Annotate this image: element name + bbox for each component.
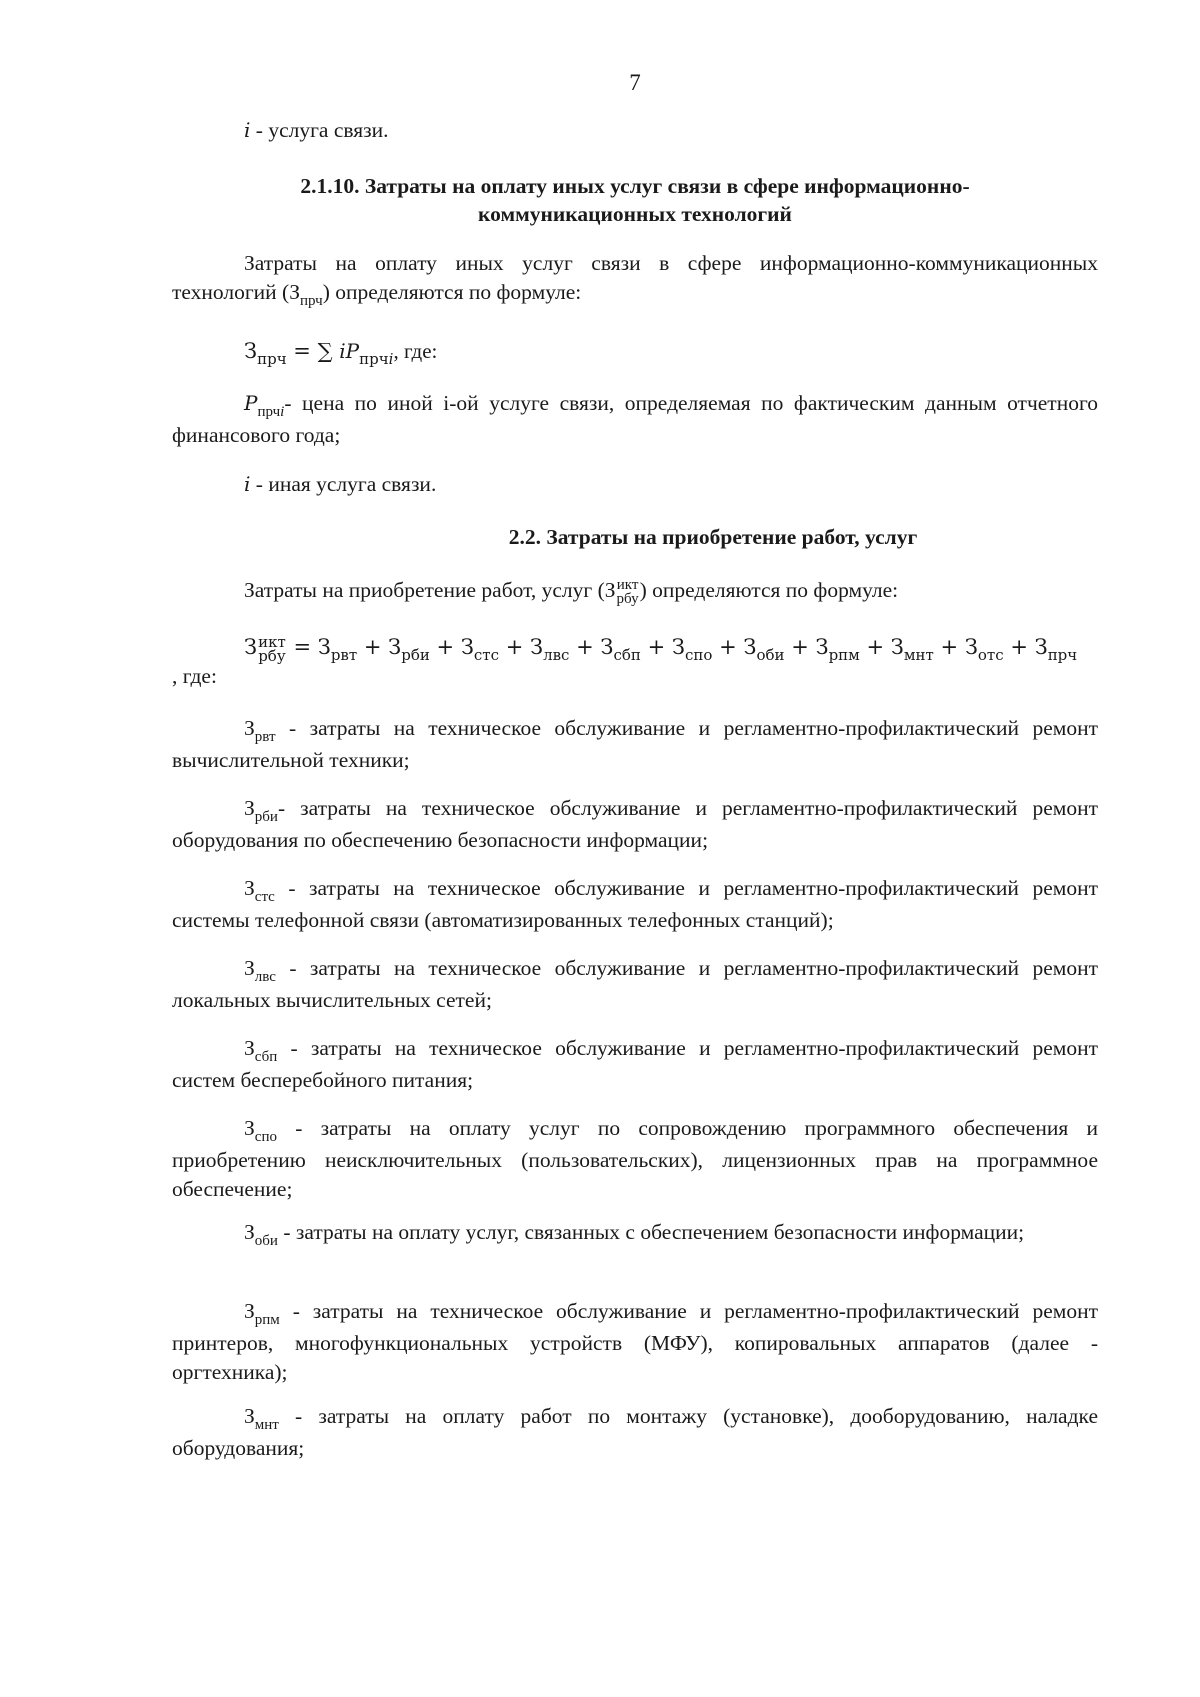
formula-term: З bbox=[815, 635, 829, 659]
def-text: - цена по иной i-ой услуге связи, определяемая по фактическим данным отчетного финансового года; bbox=[172, 391, 1098, 447]
def-symbol-sub: сбп bbox=[254, 1049, 278, 1065]
formula-term-sub: лвс bbox=[543, 646, 570, 664]
definition-i bbox=[172, 470, 1098, 499]
formula-term-sub: мнт bbox=[903, 646, 934, 664]
definition-мнт bbox=[172, 1402, 1098, 1463]
formula-plus: + bbox=[1003, 635, 1035, 659]
formula-lhs-sub: прч bbox=[257, 350, 287, 368]
formula-plus: + bbox=[784, 635, 816, 659]
formula-term-sub: спо bbox=[684, 646, 713, 664]
definition-p-prch bbox=[172, 389, 1098, 450]
formula-term: З bbox=[743, 635, 757, 659]
formula-equals: = bbox=[286, 635, 318, 659]
def-symbol-sub: оби bbox=[254, 1233, 278, 1249]
formula-term: З bbox=[1034, 635, 1048, 659]
formula-zrbu bbox=[172, 633, 1172, 664]
formula-tail: , где: bbox=[172, 664, 217, 688]
symbol-sub: рбу bbox=[616, 591, 639, 608]
symbol: З bbox=[604, 578, 616, 602]
top-item-desc: - услуга связи. bbox=[250, 118, 389, 142]
definition-спо bbox=[172, 1114, 1098, 1204]
formula-term: З bbox=[600, 635, 614, 659]
formula-plus: + bbox=[712, 635, 744, 659]
formula-term-sub: отс bbox=[977, 646, 1004, 664]
symbol-supsub bbox=[617, 578, 639, 606]
def-text: - затраты на техническое обслуживание и регламентно-профилактический ремонт принтеров, многофункциональных устройств (МФУ), копировальных аппаратов (далее - оргтехника); bbox=[172, 1299, 1098, 1384]
def-symbol-sub bbox=[257, 404, 284, 420]
var-i: i bbox=[244, 118, 251, 142]
formula-var-sub-text: прч bbox=[359, 350, 389, 368]
formula-var-sub-i: i bbox=[388, 350, 394, 368]
intro-text: Затраты на оплату иных услуг связи в сфере информационно-коммуникационных технологий ( bbox=[172, 251, 1098, 304]
definition-оби bbox=[172, 1218, 1098, 1250]
def-text: - затраты на техническое обслуживание и регламентно-профилактический ремонт локальных вычислительных сетей; bbox=[172, 956, 1098, 1012]
def-text: - затраты на оплату работ по монтажу (установке), дооборудованию, наладке оборудования; bbox=[172, 1404, 1098, 1460]
def-symbol-sub: рвт bbox=[254, 729, 276, 745]
intro-text: Затраты на приобретение работ, услуг ( bbox=[244, 578, 605, 602]
def-i-desc: - иная услуга связи. bbox=[250, 472, 437, 496]
definition-рби bbox=[172, 794, 1098, 855]
formula-term: З bbox=[964, 635, 978, 659]
def-symbol-sub: спо bbox=[254, 1129, 277, 1145]
def-sub-text: прч bbox=[257, 404, 281, 420]
def-symbol: P bbox=[244, 391, 258, 415]
def-symbol: З bbox=[244, 1404, 255, 1428]
page-number: 7 bbox=[629, 70, 641, 95]
intro-text-end: ) определяются по формуле: bbox=[639, 578, 899, 602]
formula-plus: + bbox=[429, 635, 461, 659]
formula-plus: + bbox=[859, 635, 891, 659]
formula-lhs-sup: икт bbox=[258, 632, 286, 651]
definition-сбп bbox=[172, 1034, 1098, 1095]
formula-term: З bbox=[890, 635, 904, 659]
formula-terms bbox=[286, 635, 1078, 664]
symbol: З bbox=[289, 280, 301, 304]
section-heading-2-1-10 bbox=[172, 172, 1098, 228]
var-i: i bbox=[244, 472, 251, 496]
formula-term: З bbox=[388, 635, 402, 659]
def-symbol-sub: стс bbox=[254, 889, 275, 905]
def-text: - затраты на техническое обслуживание и регламентно-профилактический ремонт вычислительной техники; bbox=[172, 716, 1098, 772]
definition-рвт bbox=[172, 714, 1098, 775]
formula-lhs: З bbox=[244, 635, 258, 659]
def-symbol: З bbox=[244, 1036, 255, 1060]
section-heading-2-2: 2.2. Затраты на приобретение работ, услуг bbox=[508, 525, 918, 549]
formula-var: iP bbox=[339, 339, 360, 363]
def-text: - затраты на техническое обслуживание и регламентно-профилактический ремонт систем бесперебойного питания; bbox=[172, 1036, 1098, 1092]
def-text: - затраты на оплату услуг по сопровождению программного обеспечения и приобретению неисключительных (пользовательских), лицензионных прав на программное обеспечение; bbox=[172, 1116, 1098, 1201]
formula-lhs: З bbox=[244, 339, 258, 363]
def-symbol: З bbox=[244, 956, 255, 980]
def-text: - затраты на техническое обслуживание и регламентно-профилактический ремонт оборудования по обеспечению безопасности информации; bbox=[172, 796, 1098, 852]
def-symbol: З bbox=[244, 1220, 255, 1244]
definition-лвс bbox=[172, 954, 1098, 1015]
formula-lhs-supsub bbox=[258, 632, 286, 665]
formula-term: З bbox=[671, 635, 685, 659]
formula-term-sub: сбп bbox=[613, 646, 641, 664]
def-symbol-sub: рби bbox=[254, 809, 278, 825]
formula-eq: = ∑ bbox=[286, 339, 340, 363]
formula-term: З bbox=[317, 635, 331, 659]
def-symbol: З bbox=[244, 716, 255, 740]
def-symbol: З bbox=[244, 876, 255, 900]
formula-plus: + bbox=[499, 635, 530, 659]
definition-стс bbox=[172, 874, 1098, 935]
intro-paragraph-2-2 bbox=[172, 576, 1098, 606]
formula-plus: + bbox=[569, 635, 601, 659]
def-sub-i: i bbox=[280, 404, 285, 420]
heading-line-1: 2.1.10. Затраты на оплату иных услуг связи в сфере информационно- bbox=[300, 174, 970, 198]
intro-paragraph-2-1-10 bbox=[172, 249, 1098, 310]
formula-term-sub: оби bbox=[756, 646, 785, 664]
formula-plus: + bbox=[933, 635, 965, 659]
def-text: - затраты на оплату услуг, связанных с обеспечением безопасности информации; bbox=[277, 1220, 1025, 1244]
definition-рпм bbox=[172, 1297, 1098, 1387]
formula-term: З bbox=[529, 635, 544, 659]
top-item bbox=[172, 116, 1098, 145]
def-symbol-sub: мнт bbox=[254, 1417, 279, 1433]
def-symbol: З bbox=[244, 1299, 255, 1323]
formula-term-sub: рби bbox=[401, 646, 430, 664]
formula-var-sub bbox=[359, 350, 393, 368]
def-symbol-sub: лвс bbox=[254, 969, 276, 985]
formula-term-sub: рпм bbox=[828, 646, 860, 664]
formula-term-sub: прч bbox=[1047, 646, 1078, 664]
def-text: - затраты на техническое обслуживание и регламентно-профилактический ремонт системы телефонной связи (автоматизированных телефонных станций); bbox=[172, 876, 1098, 932]
formula-tail: , где: bbox=[393, 339, 438, 363]
intro-text-end: ) определяются по формуле: bbox=[322, 280, 582, 304]
heading-line-2: коммуникационных технологий bbox=[478, 202, 792, 226]
def-symbol: З bbox=[244, 1116, 255, 1140]
formula-lhs-sub: рбу bbox=[258, 646, 286, 665]
formula-zprch bbox=[172, 337, 1098, 368]
symbol-sub: прч bbox=[300, 293, 323, 309]
def-symbol: З bbox=[244, 796, 255, 820]
formula-plus: + bbox=[357, 635, 389, 659]
formula-plus: + bbox=[640, 635, 672, 659]
formula-term-sub: стс bbox=[473, 646, 500, 664]
formula-term: З bbox=[460, 635, 474, 659]
symbol-sup: икт bbox=[616, 577, 639, 594]
def-symbol-sub: рпм bbox=[254, 1312, 280, 1328]
formula-term-sub: рвт bbox=[330, 646, 358, 664]
